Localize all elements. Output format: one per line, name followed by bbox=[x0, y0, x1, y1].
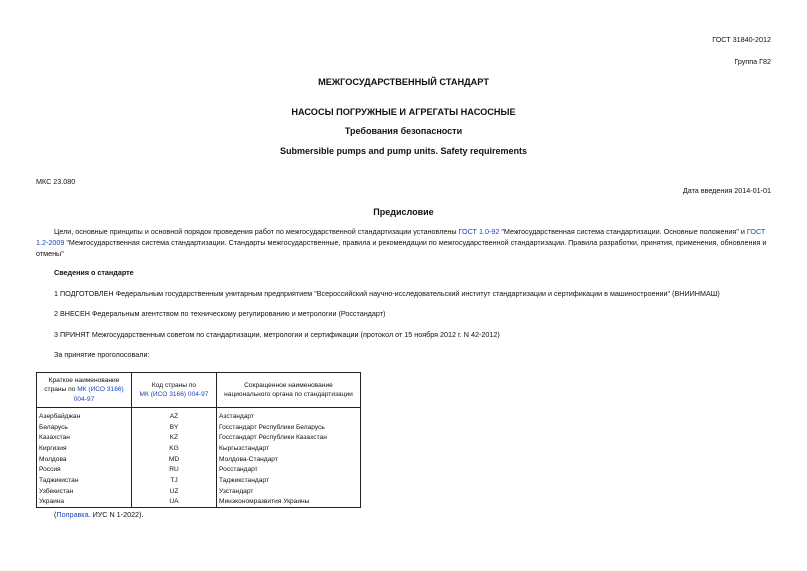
amendment-text: ( bbox=[54, 510, 57, 519]
country-cell: Таджикистан bbox=[37, 475, 132, 486]
gost-1-2-2009-link[interactable]: 1.2-2009 bbox=[36, 238, 65, 247]
preface-paragraph bbox=[36, 226, 771, 259]
table-row bbox=[37, 475, 361, 486]
body-cell: Госстандарт Республики Беларусь bbox=[217, 422, 361, 433]
info-item-prepared: 1 ПОДГОТОВЛЕН Федеральным государственным унитарным предприятием "Всероссийский научно-исследовательский институт стандартизации и сертификации в машиностроении" (ВНИИНМАШ) bbox=[54, 289, 720, 298]
table-row bbox=[37, 486, 361, 497]
table-row bbox=[37, 408, 361, 422]
country-cell: Украина bbox=[37, 497, 132, 508]
table-row bbox=[37, 497, 361, 508]
preface-text-part: отмены" bbox=[36, 249, 64, 258]
code-cell: RU bbox=[132, 465, 217, 476]
code-cell: BY bbox=[132, 422, 217, 433]
table-header-row bbox=[37, 373, 361, 408]
country-cell: Азербайджан bbox=[37, 408, 132, 422]
body-cell: Кыргызстандарт bbox=[217, 443, 361, 454]
header-text: Код страны по bbox=[151, 381, 197, 389]
code-cell: KG bbox=[132, 443, 217, 454]
mk-iso-3166-link[interactable]: МК (ИСО 3166) bbox=[77, 386, 124, 394]
body-cell: Узстандарт bbox=[217, 486, 361, 497]
body-cell: Минэкономразвития Украины bbox=[217, 497, 361, 508]
body-cell: Молдова-Стандарт bbox=[217, 454, 361, 465]
mk-iso-3166-link[interactable]: 004-97 bbox=[73, 395, 95, 403]
country-cell: Россия bbox=[37, 465, 132, 476]
code-cell: MD bbox=[132, 454, 217, 465]
amendment-text: . ИУС N 1-2022). bbox=[88, 510, 144, 519]
header-text: страны по bbox=[44, 386, 78, 394]
document-subtitle: Требования безопасности bbox=[344, 126, 463, 136]
country-cell: Киргизия bbox=[37, 443, 132, 454]
table-row bbox=[37, 443, 361, 454]
standard-type-heading: МЕЖГОСУДАРСТВЕННЫЙ СТАНДАРТ bbox=[318, 77, 489, 87]
column-header-code bbox=[132, 373, 217, 408]
body-cell: Таджикстандарт bbox=[217, 475, 361, 486]
preface-text-part: Цели, основные принципы и основной порядок проведения работ по межгосударственной стандартизации установлены bbox=[54, 227, 459, 236]
country-cell: Молдова bbox=[37, 454, 132, 465]
column-header-country bbox=[37, 373, 132, 408]
mk-iso-3166-link[interactable]: МК (ИСО 3166) 004-97 bbox=[139, 391, 209, 399]
gost-1-0-92-link[interactable]: ГОСТ 1.0-92 bbox=[458, 227, 500, 236]
header-text: национального органа по стандартизации bbox=[224, 391, 353, 399]
gost-1-2-2009-link[interactable]: ГОСТ bbox=[746, 227, 766, 236]
document-title: НАСОСЫ ПОГРУЖНЫЕ И АГРЕГАТЫ НАСОСНЫЕ bbox=[291, 107, 516, 117]
code-cell: AZ bbox=[132, 408, 217, 422]
body-cell: Азстандарт bbox=[217, 408, 361, 422]
column-header-body bbox=[217, 373, 361, 408]
code-cell: TJ bbox=[132, 475, 217, 486]
info-item-submitted: 2 ВНЕСЕН Федеральным агентством по техническому регулированию и метрологии (Росстандарт) bbox=[54, 309, 386, 318]
intro-date: Дата введения 2014-01-01 bbox=[682, 186, 771, 195]
voted-label: За принятие проголосовали: bbox=[54, 350, 150, 359]
body-cell: Росстандарт bbox=[217, 465, 361, 476]
english-title: Submersible pumps and pump units. Safety requirements bbox=[279, 146, 528, 156]
table-row bbox=[37, 422, 361, 433]
preface-text-part: "Межгосударственная система стандартизации. Стандарты межгосударственные, правила и рекомендации по межгосударственной стандартизации. Правила разработки, принятия, применения, обновления и bbox=[64, 238, 767, 247]
code-cell: UZ bbox=[132, 486, 217, 497]
document-code: ГОСТ 31840-2012 bbox=[712, 35, 771, 44]
table-row bbox=[37, 433, 361, 444]
amendment-note bbox=[54, 510, 143, 520]
header-text: Сокращенное наименование bbox=[244, 381, 333, 389]
amendment-link[interactable]: Поправка bbox=[56, 510, 89, 519]
preface-text-part: "Межгосударственная система стандартизации. Основные положения" и bbox=[499, 227, 747, 236]
code-cell: KZ bbox=[132, 433, 217, 444]
country-cell: Казахстан bbox=[37, 433, 132, 444]
info-item-adopted: 3 ПРИНЯТ Межгосударственным советом по стандартизации, метрологии и сертификации (протокол от 15 ноября 2012 г. N 42-2012) bbox=[54, 330, 500, 339]
body-cell: Госстандарт Республики Казахстан bbox=[217, 433, 361, 444]
standard-info-heading: Сведения о стандарте bbox=[54, 268, 134, 277]
header-text: Краткое наименование bbox=[48, 377, 120, 384]
table-row bbox=[37, 454, 361, 465]
code-cell: UA bbox=[132, 497, 217, 508]
country-cell: Беларусь bbox=[37, 422, 132, 433]
country-cell: Узбекистан bbox=[37, 486, 132, 497]
voting-countries-table bbox=[36, 372, 361, 508]
mks-code: МКС 23.080 bbox=[36, 177, 76, 186]
preface-heading: Предисловие bbox=[373, 207, 434, 217]
group-code: Группа Г82 bbox=[734, 57, 771, 66]
table-row bbox=[37, 465, 361, 476]
